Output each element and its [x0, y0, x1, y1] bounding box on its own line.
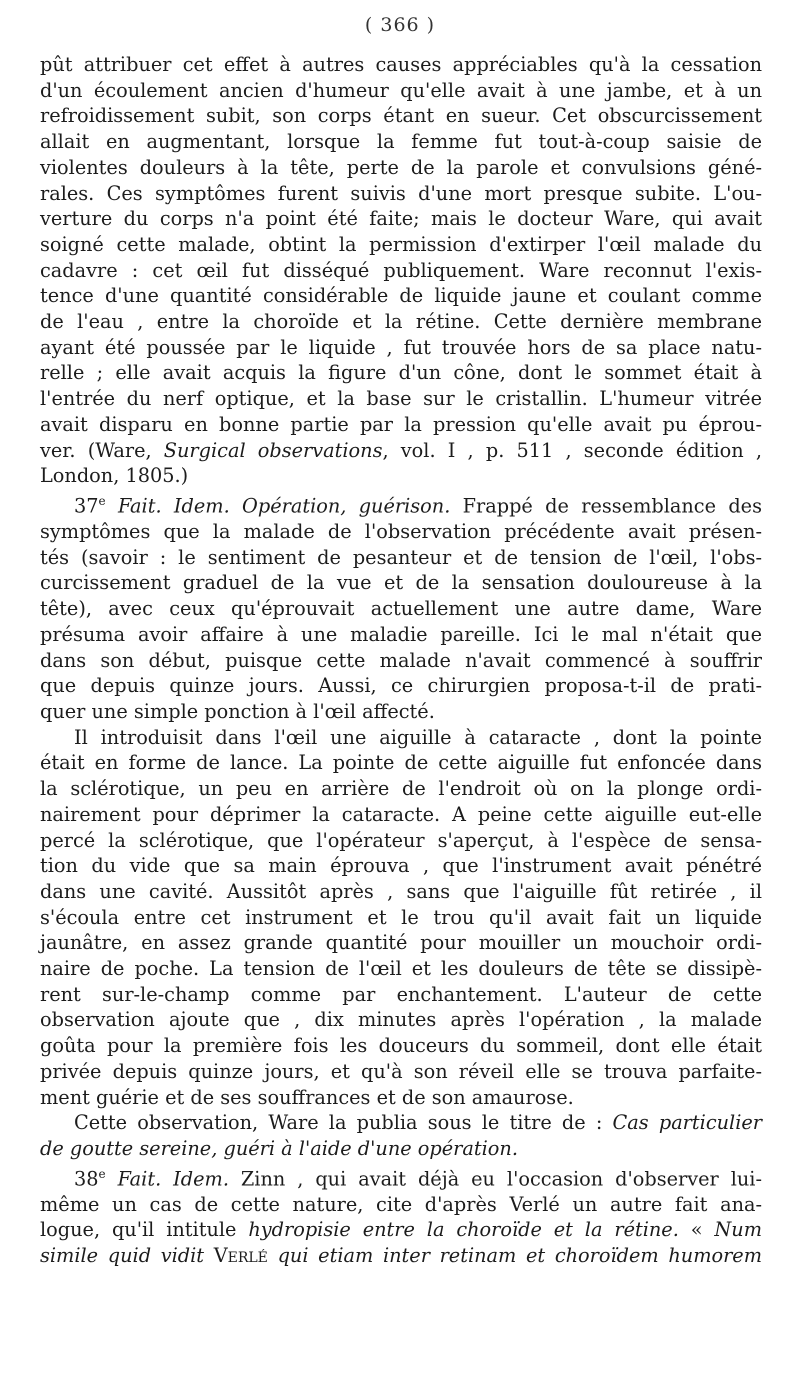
text-line: [40, 463, 762, 489]
text-line: [40, 982, 762, 1008]
line-text: symptômes que la malade de l'observation précédente avait présen-: [40, 520, 762, 544]
line-text: relle ; elle avait acquis la figure d'un cône, dont le sommet était à: [40, 361, 762, 385]
text-line: [40, 596, 762, 622]
line-text: Zinn , qui avait déjà eu l'occasion d'observer lui-: [228, 1167, 762, 1191]
line-text: d'un écoulement ancien d'humeur qu'elle avait à une jambe, et à un: [40, 78, 762, 102]
line-text: Cette observation, Ware la publia sous le titre de :: [74, 1111, 613, 1135]
line-text: ayant été poussée par le liquide , fut trouvée hors de sa place natu-: [40, 335, 762, 359]
italic-text: simile quid vidit: [40, 1244, 214, 1268]
line-text: ment guérie et de ses souffrances et de son amaurose.: [40, 1085, 574, 1109]
text-line: [40, 412, 762, 438]
text-line: [40, 155, 762, 181]
text-line: [40, 309, 762, 335]
text-line: [40, 673, 762, 699]
text-line: [40, 1033, 762, 1059]
text-line: [40, 828, 762, 854]
text-line: [40, 232, 762, 258]
line-text: même un cas de cette nature, cite d'après Verlé un autre fait ana-: [40, 1192, 762, 1216]
line-text: verture du corps n'a point été faite; mais le docteur Ware, qui avait: [40, 207, 762, 231]
line-text: de l'eau , entre la choroïde et la rétine. Cette dernière membrane: [40, 310, 762, 334]
text-line: [40, 283, 762, 309]
text-line: [40, 52, 762, 78]
text-line: [40, 519, 762, 545]
italic-text: Fait. Idem.: [105, 1167, 229, 1191]
line-text: tête), avec ceux qu'éprouvait actuellement une autre dame, Ware: [40, 597, 762, 621]
line-text: que depuis quinze jours. Aussi, ce chirurgien proposa-t-il de prati-: [40, 674, 762, 698]
text-line: [40, 1136, 762, 1162]
italic-text: de goutte sereine, guéri à l'aide d'une opération.: [40, 1136, 518, 1160]
line-text: London, 1805.): [40, 464, 189, 488]
text-line: [40, 545, 762, 571]
page-number: ( 366 ): [364, 14, 436, 36]
text-line: [40, 386, 762, 412]
text-line: [40, 725, 762, 751]
text-line: [40, 103, 762, 129]
text-line: [40, 879, 762, 905]
line-text: soigné cette malade, obtint la permission d'extirper l'œil malade du: [40, 232, 762, 256]
text-line: [40, 335, 762, 361]
line-text: dans une cavité. Aussitôt après , sans que l'aiguille fût retirée , il: [40, 879, 762, 903]
line-text: cadavre : cet œil fut disséqué publiquement. Ware reconnut l'exis-: [40, 258, 762, 282]
italic-text: qui etiam inter retinam et choroïdem humorem: [267, 1244, 762, 1268]
line-text: l'entrée du nerf optique, et la base sur le cristallin. L'humeur vitrée: [40, 387, 762, 411]
text-line: [40, 1085, 762, 1111]
italic-text: Cas particulier: [612, 1111, 762, 1135]
text-line: [40, 622, 762, 648]
line-text: logue, qu'il intitule: [40, 1218, 249, 1242]
line-text: quer une simple ponction à l'œil affecté.: [40, 700, 435, 723]
text-line: [40, 1059, 762, 1085]
text-line: [40, 181, 762, 207]
line-text: pût attribuer cet effet à autres causes appréciables qu'à la cessation: [40, 53, 762, 76]
text-line: [40, 1162, 762, 1192]
text-line: [40, 360, 762, 386]
italic-text: Fait. Idem. Opération, guérison.: [105, 494, 451, 518]
fact-number: 37: [74, 494, 99, 518]
line-text: tion du vide que sa main éprouva , que l'instrument avait pénétré: [40, 854, 762, 878]
text-line: [40, 206, 762, 232]
text-line: [40, 1110, 762, 1136]
line-text: tence d'une quantité considérable de liquide jaune et coulant comme: [40, 284, 762, 308]
small-caps-name: Verlé: [213, 1244, 268, 1268]
line-text: percé la sclérotique, que l'opérateur s'aperçut, à l'espèce de sensa-: [40, 828, 762, 852]
text-line: [40, 802, 762, 828]
text-line: [40, 258, 762, 284]
line-text: dans son début, puisque cette malade n'avait commencé à souffrir: [40, 648, 762, 672]
line-text: refroidissement subit, son corps étant en sueur. Cet obscurcissement: [40, 104, 762, 128]
text-line: [40, 570, 762, 596]
text-line: [40, 750, 762, 776]
line-text: naire de poche. La tension de l'œil et les douleurs de tête se dissipè-: [40, 957, 762, 981]
line-text: Frappé de ressemblance des: [450, 494, 762, 518]
text-line: [40, 905, 762, 931]
line-text: ver. (Ware,: [40, 438, 164, 462]
text-line: [40, 489, 762, 519]
line-text: était en forme de lance. La pointe de cette aiguille fut enfoncée dans: [40, 751, 762, 775]
line-text: , vol. I , p. 511 , seconde édition ,: [382, 438, 762, 462]
line-text: observation ajoute que , dix minutes après l'opération , la malade: [40, 1008, 762, 1032]
text-line: [40, 648, 762, 674]
text-line: [40, 930, 762, 956]
text-line: [40, 1007, 762, 1033]
text-line: [40, 699, 762, 725]
line-text: privée depuis quinze jours, et qu'à son réveil elle se trouva parfaite-: [40, 1059, 762, 1083]
line-text: s'écoula entre cet instrument et le trou qu'il avait fait un liquide: [40, 905, 762, 929]
line-text: Il introduisit dans l'œil une aiguille à cataracte , dont la pointe: [74, 725, 762, 749]
line-text: présuma avoir affaire à une maladie pareille. Ici le mal n'était que: [40, 622, 762, 646]
text-line: [40, 853, 762, 879]
text-line: [40, 129, 762, 155]
text-line: [40, 78, 762, 104]
text-line: [40, 776, 762, 802]
text-line: [40, 1192, 762, 1218]
line-text: violentes douleurs à la tête, perte de la parole et convulsions géné-: [40, 155, 762, 179]
line-text: allait en augmentant, lorsque la femme fut tout-à-coup saisie de: [40, 130, 762, 154]
line-text: tés (savoir : le sentiment de pesanteur et de tension de l'œil, l'obs-: [40, 545, 762, 569]
fact-number: 38: [74, 1167, 99, 1191]
fact-number-suffix: e: [98, 1166, 106, 1181]
line-text: curcissement graduel de la vue et de la sensation douloureuse à la: [40, 571, 762, 595]
italic-text: Surgical observations: [163, 438, 383, 462]
line-text: goûta pour la première fois les douceurs du sommeil, dont elle était: [40, 1034, 762, 1058]
fact-number-suffix: e: [98, 493, 106, 508]
line-text: avait disparu en bonne partie par la pression qu'elle avait pu éprou-: [40, 412, 762, 436]
line-text: la sclérotique, un peu en arrière de l'endroit où on la plonge ordi-: [40, 777, 762, 801]
line-text: jaunâtre, en assez grande quantité pour mouiller un mouchoir ordi-: [40, 931, 762, 955]
text-line: [40, 1217, 762, 1243]
line-text: rent sur-le-champ comme par enchantement. L'auteur de cette: [40, 982, 762, 1006]
line-text: «: [678, 1218, 715, 1242]
line-text: rales. Ces symptômes furent suivis d'une mort presque subite. L'ou-: [40, 181, 762, 205]
body-text: [40, 52, 762, 1269]
line-text: nairement pour déprimer la cataracte. A peine cette aiguille eut-elle: [40, 802, 762, 826]
italic-text: hydropisie entre la choroïde et la rétine.: [248, 1218, 679, 1242]
text-line: [40, 956, 762, 982]
italic-text: Num: [714, 1218, 762, 1242]
text-line: [40, 438, 762, 464]
text-line: [40, 1243, 762, 1269]
